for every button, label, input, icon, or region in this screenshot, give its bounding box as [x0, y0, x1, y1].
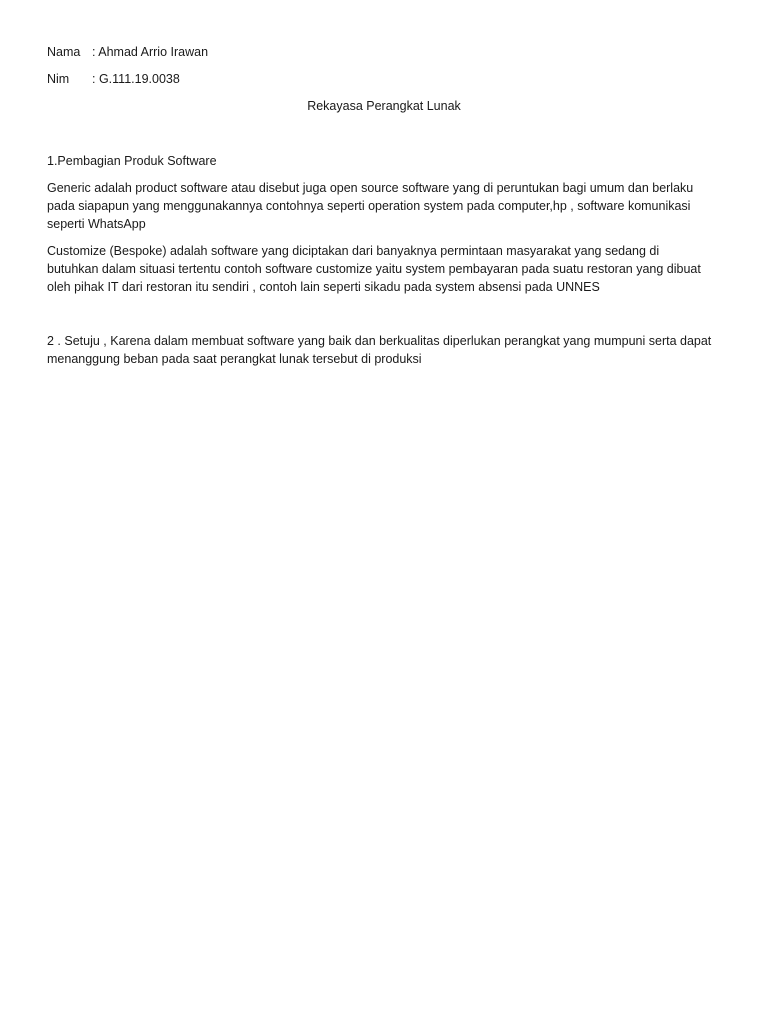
nama-row	[47, 44, 208, 60]
paragraph-section2: 2 . Setuju , Karena dalam membuat software yang baik dan berkualitas diperlukan perangkat yang mumpuni serta dapat menanggung beban pada saat perangkat lunak tersebut di produksi	[47, 334, 712, 366]
paragraph-customize: Customize (Bespoke) adalah software yang diciptakan dari banyaknya permintaan masyarakat yang sedang di butuhkan dalam situasi tertentu contoh software customize yaitu system pembayaran pada suatu restoran yang dibuat oleh pihak IT dari restoran itu sendiri , contoh lain seperti sikadu pada system absensi pada UNNES	[47, 244, 701, 294]
paragraph-generic: Generic adalah product software atau disebut juga open source software yang di peruntukan bagi umum dan berlaku pada siapapun yang menggunakannya contohnya seperti operation system pada computer,hp , software komunikasi seperti WhatsApp	[47, 181, 694, 231]
nama-value: : Ahmad Arrio Irawan	[92, 45, 209, 59]
section1-heading: 1.Pembagian Produk Software	[47, 154, 217, 168]
nim-row	[47, 71, 180, 87]
nama-label: Nama	[47, 45, 81, 59]
nim-value: : G.111.19.0038	[92, 72, 180, 86]
document-title: Rekayasa Perangkat Lunak	[307, 99, 461, 113]
nim-label: Nim	[47, 72, 70, 86]
